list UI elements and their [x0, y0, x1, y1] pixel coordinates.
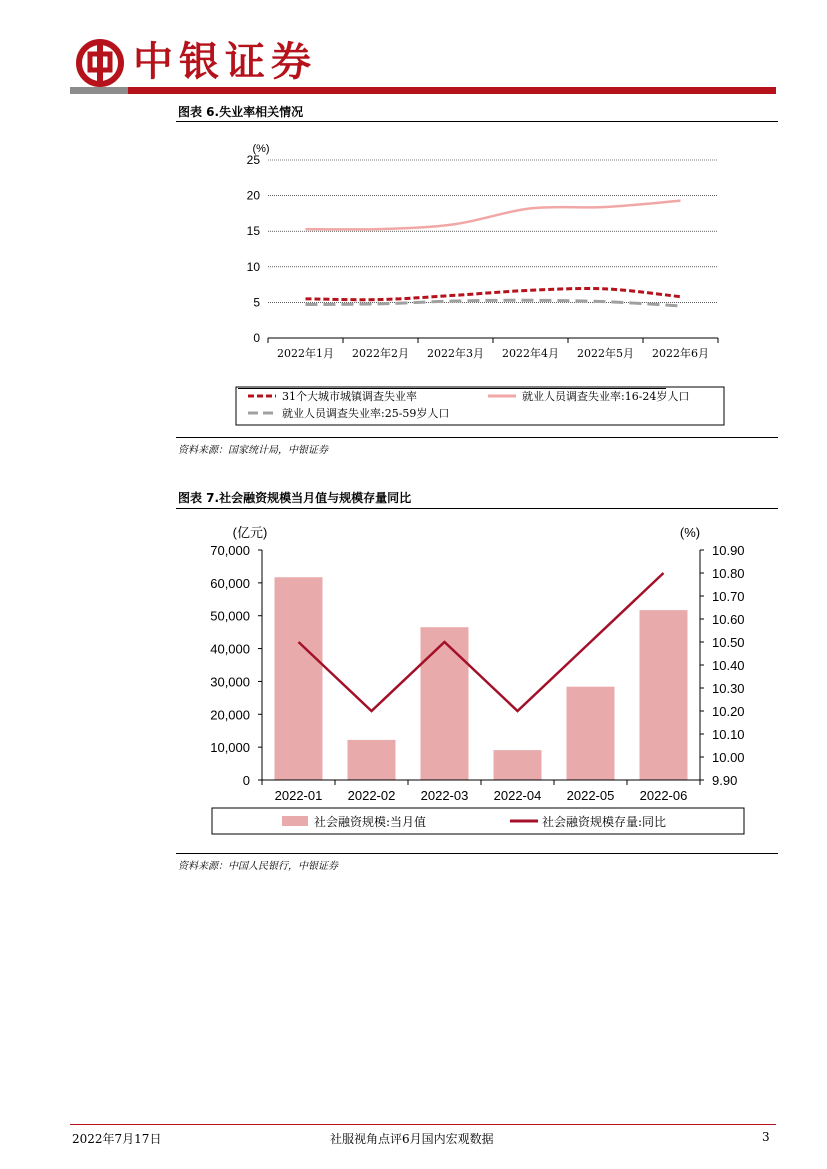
chart6-y-tick: 10 — [246, 259, 260, 274]
chart7-left-axis-label: (亿元) — [232, 525, 268, 540]
chart7-legend-label: 社会融资规模存量:同比 — [542, 815, 667, 829]
bank-of-china-logo-icon — [75, 38, 127, 88]
figure7-title: 图表 7.社会融资规模当月值与规模存量同比 — [178, 491, 412, 505]
chart6-series-line-2 — [306, 201, 681, 230]
header-bar-red — [128, 87, 776, 94]
chart7-right-y-tick: 10.90 — [712, 543, 745, 558]
footer-rule — [70, 1124, 776, 1125]
chart6-legend-label: 就业人员调查失业率:25-59岁人口 — [282, 407, 450, 420]
chart6-x-tick: 2022年6月 — [652, 347, 709, 360]
chart7-bar — [348, 740, 396, 780]
chart7-right-y-tick: 10.20 — [712, 704, 745, 719]
chart7-x-tick: 2022-01 — [274, 788, 323, 803]
chart7-x-tick: 2022-04 — [493, 788, 542, 803]
figure7-top-rule — [176, 508, 778, 509]
chart6-y-axis-label: (%) — [252, 143, 270, 155]
chart6-y-tick: 25 — [246, 153, 260, 167]
chart7-left-y-tick: 50,000 — [210, 608, 250, 624]
chart7-left-y-tick: 20,000 — [210, 707, 250, 723]
figure7-source: 资料来源：中国人民银行，中银证券 — [178, 861, 338, 872]
header-bar-gray — [70, 87, 128, 94]
chart6-x-tick: 2022年1月 — [277, 347, 334, 360]
chart7-x-tick: 2022-03 — [420, 788, 469, 803]
chart7-right-y-tick: 10.60 — [712, 612, 745, 627]
footer-doc-title: 社服视角点评6月国内宏观数据 — [330, 1132, 494, 1146]
figure6-bottom-rule — [176, 437, 778, 438]
chart6-y-tick: 5 — [253, 295, 260, 310]
figure7-bottom-rule — [176, 853, 778, 854]
chart6-y-tick: 15 — [246, 224, 260, 239]
brand-name: 中银证券 — [133, 38, 317, 85]
chart6-series-line-1 — [306, 288, 681, 299]
chart7-right-y-tick: 10.30 — [712, 681, 745, 696]
chart7-right-y-tick: 10.50 — [712, 635, 745, 650]
chart7-left-y-tick: 40,000 — [210, 641, 250, 657]
chart6-y-tick: 20 — [246, 188, 260, 203]
chart7-left-y-tick: 60,000 — [210, 575, 250, 591]
chart7-bar — [275, 577, 323, 780]
chart7-left-y-tick: 30,000 — [210, 674, 250, 690]
chart6-x-tick: 2022年4月 — [502, 347, 559, 360]
social-financing-chart — [176, 515, 778, 845]
chart6-x-tick: 2022年3月 — [427, 347, 484, 360]
figure6-top-rule — [176, 121, 778, 122]
chart6-legend-label: 就业人员调查失业率:16-24岁人口 — [522, 390, 690, 403]
chart7-x-tick: 2022-02 — [347, 788, 396, 803]
chart7-right-y-tick: 10.80 — [712, 566, 745, 581]
page-number: 3 — [762, 1130, 770, 1144]
chart7-bar — [421, 627, 469, 780]
figure6-source: 资料来源：国家统计局，中银证券 — [178, 445, 328, 456]
chart7-right-y-tick: 9.90 — [712, 773, 738, 788]
unemployment-chart — [176, 125, 778, 435]
chart7-right-y-tick: 10.00 — [712, 750, 745, 765]
footer-date: 2022年7月17日 — [72, 1132, 162, 1146]
chart7-bar — [494, 750, 542, 780]
chart7-left-y-tick: 70,000 — [210, 543, 250, 558]
chart7-right-y-tick: 10.40 — [712, 658, 745, 673]
figure6-title: 图表 6.失业率相关情况 — [178, 105, 304, 119]
chart7-x-tick: 2022-05 — [566, 788, 615, 803]
chart7-x-tick: 2022-06 — [639, 788, 688, 803]
chart6-border — [238, 388, 666, 389]
chart7-legend-label: 社会融资规模:当月值 — [314, 815, 427, 829]
chart7-bar — [640, 610, 688, 780]
chart6-x-tick: 2022年2月 — [352, 347, 409, 360]
chart7-right-y-tick: 10.70 — [712, 589, 745, 604]
chart6-x-tick: 2022年5月 — [577, 347, 634, 360]
chart7-left-y-tick: 10,000 — [210, 740, 250, 756]
chart7-right-y-tick: 10.10 — [712, 727, 745, 742]
chart6-legend-label: 31个大城市城镇调查失业率 — [282, 390, 417, 403]
brand-logo — [75, 38, 335, 88]
chart7-bar — [567, 687, 615, 780]
chart7-left-y-tick: 0 — [242, 773, 250, 788]
chart7-legend-swatch-bar — [282, 816, 308, 826]
chart6-y-tick: 0 — [253, 331, 260, 345]
chart7-right-axis-label: (%) — [679, 525, 701, 540]
